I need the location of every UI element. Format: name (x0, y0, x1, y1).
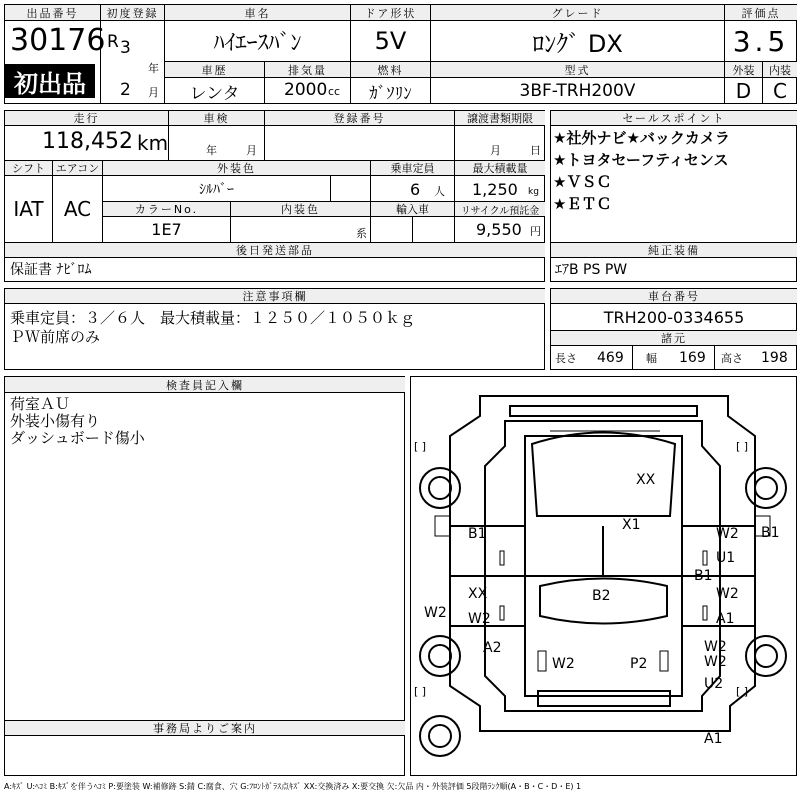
model-label: 型式 (431, 62, 724, 77)
mileage-unit: km (137, 131, 169, 155)
sales-points-label: セールスポイント (551, 111, 797, 125)
import-label: 輸入車 (371, 202, 454, 216)
length: 469 (597, 350, 624, 366)
displacement-unit: cc (328, 85, 341, 98)
color-no-label: カラーNo. (103, 202, 230, 216)
damage-mark: W2 (552, 656, 575, 672)
bracket: [ ] (736, 440, 749, 453)
ext-color-label: 外装色 (103, 161, 370, 175)
reg-year: 3 (120, 38, 131, 58)
sales-point: ★ＶＳＣ (553, 173, 612, 191)
transfer-month: 月 (490, 144, 501, 157)
damage-mark: W2 (716, 586, 739, 602)
legend: A:ｷｽﾞ U:ﾍｺﾐ B:ｷｽﾞを伴うﾍｺﾐ P:要塗装 W:補修跡 S:錆 C:腐食、穴 G:ﾌﾛﾝﾄｶﾞﾗｽ点ｷｽﾞ XX:交換済み X:要交換 欠:欠品 内・外装評価 5段階ﾗﾝｸ順(A・B・C・D・E) 1 (4, 782, 582, 791)
damage-mark: B1 (694, 568, 713, 584)
equipment: ｴｱB PS PW (555, 262, 628, 278)
later-parts-label: 後日発送部品 (5, 243, 545, 257)
ext-color: ｼﾙﾊﾞｰ (199, 181, 234, 198)
displacement: 2000 (284, 80, 328, 100)
sales-point: ★社外ナビ★バックカメラ (553, 129, 730, 147)
fuel: ｶﾞｿﾘﾝ (369, 83, 412, 104)
exterior-label: 外装 (725, 62, 762, 77)
inspection-month-unit: 月 (246, 144, 257, 157)
width-label: 幅 (646, 352, 657, 365)
car-name: ﾊｲｴｰｽﾊﾞﾝ (213, 30, 302, 56)
height-label: 高さ (721, 352, 743, 365)
chassis-number: TRH200-0334655 (603, 307, 745, 327)
bracket: [ ] (414, 685, 427, 698)
bracket: [ ] (414, 440, 427, 453)
damage-mark: W2 (424, 605, 447, 621)
mileage: 118,452 (42, 129, 133, 154)
int-color-label: 内装色 (231, 202, 370, 216)
inspector-line: ダッシュボード傷小 (10, 429, 145, 447)
history-label: 車歴 (165, 62, 264, 77)
inspection-year-unit: 年 (206, 144, 217, 157)
ac-label: エアコン (53, 161, 102, 175)
interior-grade: C (773, 79, 787, 103)
capacity-unit: 人 (434, 185, 445, 198)
height: 198 (761, 350, 788, 366)
shift-label: シフト (5, 161, 52, 175)
load-unit: kg (528, 187, 539, 197)
damage-mark: A1 (716, 611, 735, 627)
recycle-label: リサイクル預託金 (455, 202, 545, 216)
inspector-line: 外装小傷有り (10, 412, 101, 430)
damage-mark: A2 (483, 640, 502, 656)
score: 3.5 (732, 24, 790, 58)
mileage-label: 走行 (5, 111, 168, 125)
era: R (107, 32, 119, 52)
damage-mark: A1 (704, 731, 723, 747)
length-label: 長さ (555, 352, 577, 365)
grade: ﾛﾝｸﾞ DX (532, 29, 623, 58)
later-parts: 保証書 ﾅﾋﾞﾛﾑ (10, 262, 92, 278)
reg-no-label: 登録番号 (265, 111, 454, 125)
int-color-unit: 系 (356, 227, 367, 240)
recycle-unit: 円 (530, 225, 541, 238)
load-label: 最大積載量 (455, 161, 545, 175)
sales-point: ★ＥＴＣ (553, 195, 612, 213)
color-no: 1E7 (151, 220, 182, 239)
car-name-label: 車名 (165, 5, 350, 20)
score-label: 評価点 (725, 5, 797, 20)
transfer-label: 譲渡書類期限 (455, 111, 545, 125)
inspection-label: 車検 (169, 111, 264, 125)
dims-label: 諸元 (551, 331, 797, 345)
grade-label: グレード (431, 5, 724, 20)
capacity-label: 乗車定員 (371, 161, 454, 175)
damage-mark: B1 (468, 526, 487, 542)
damage-mark: XX (468, 586, 488, 602)
sales-point: ★トヨタセーフティセンス (553, 151, 729, 169)
lot-number: 30176 (10, 23, 106, 58)
recycle-fee: 9,550 (476, 220, 522, 239)
damage-mark: X1 (622, 517, 641, 533)
interior-label: 内装 (763, 62, 797, 77)
damage-mark: U1 (716, 550, 736, 566)
lot-label: 出品番号 (5, 5, 100, 20)
model: 3BF-TRH200V (519, 81, 636, 101)
damage-mark: W2 (704, 639, 727, 655)
history: レンタ (189, 83, 240, 104)
damage-mark: U2 (704, 676, 724, 692)
fuel-label: 燃料 (351, 62, 430, 77)
damage-mark: W2 (468, 611, 491, 627)
damage-mark: B1 (761, 525, 780, 541)
first-listing-badge: 初出品 (5, 64, 95, 98)
ac: AC (63, 197, 92, 221)
width: 169 (679, 350, 706, 366)
capacity: 6 (410, 180, 421, 199)
inspector-label: 検査員記入欄 (5, 377, 405, 392)
month-unit: 月 (148, 86, 159, 99)
inspector-line: 荷室ＡＵ (10, 395, 71, 413)
damage-mark: W2 (704, 654, 727, 670)
office-label: 事務局よりご案内 (5, 721, 405, 735)
bracket: [ ] (736, 685, 749, 698)
year-unit: 年 (148, 62, 159, 75)
chassis-label: 車台番号 (551, 289, 797, 303)
exterior-grade: D (735, 79, 752, 103)
damage-mark: P2 (630, 656, 648, 672)
door-label: ドア形状 (351, 5, 430, 20)
shift: IAT (13, 197, 44, 221)
door-type: 5V (374, 27, 407, 55)
transfer-day: 日 (530, 144, 541, 157)
car-diagram-icon (410, 376, 797, 776)
note-line: 乗車定員：３／６人 最大積載量：１２５０／１０５０ｋｇ (10, 309, 416, 327)
damage-mark: XX (636, 472, 656, 488)
note-line: ＰＷ前席のみ (10, 328, 101, 346)
first-reg-label: 初度登録 (101, 5, 164, 20)
notes-label: 注意事項欄 (5, 289, 545, 303)
equipment-label: 純正装備 (551, 243, 797, 257)
damage-mark: B2 (592, 588, 611, 604)
reg-month: 2 (120, 80, 131, 100)
displacement-label: 排気量 (265, 62, 350, 77)
damage-mark: W2 (716, 526, 739, 542)
max-load: 1,250 (472, 180, 518, 199)
